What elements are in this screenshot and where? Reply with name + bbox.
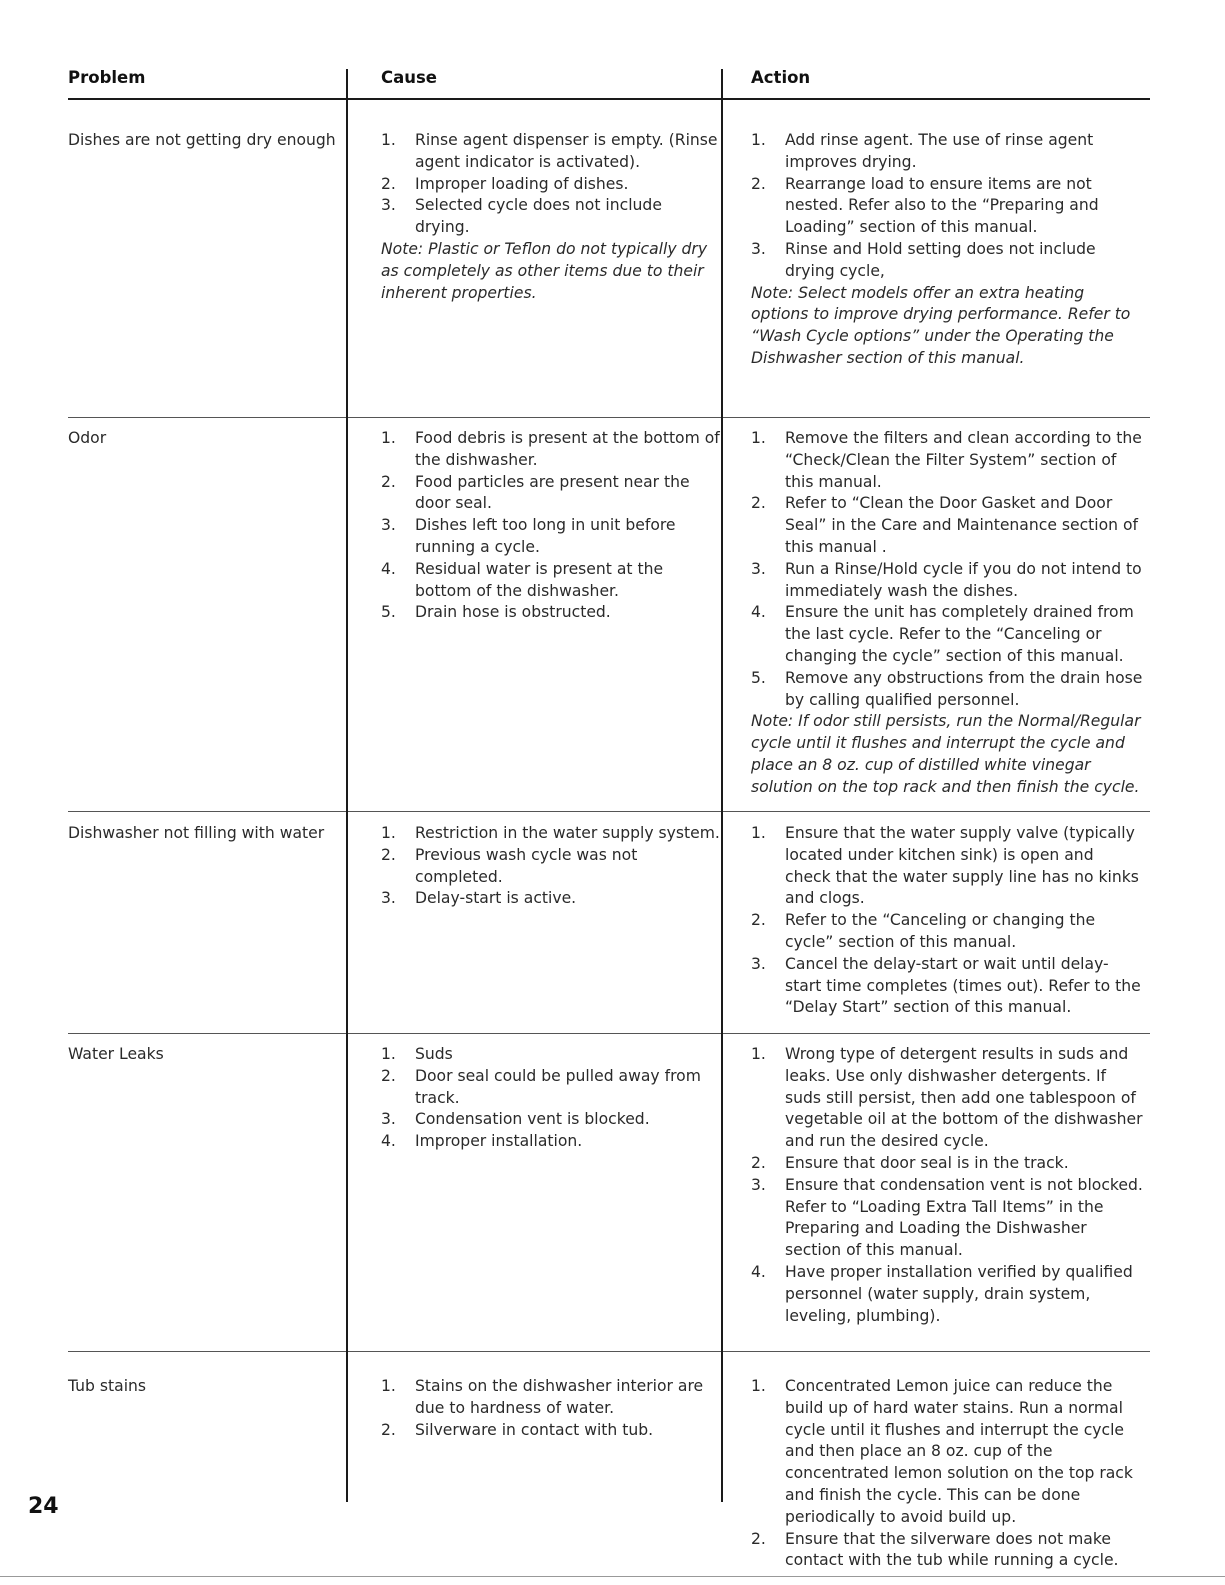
- list-item: 5. Remove any obstructions from the drain hose by calling qualified personnel.: [751, 668, 1143, 709]
- list-item: 4. Improper installation.: [381, 1132, 583, 1151]
- list-item: 4. Have proper installation verified by qualified personnel (water supply, drain system, leveling, plumbing).: [751, 1262, 1133, 1325]
- list-item: 1. Food debris is present at the bottom of the dishwasher.: [381, 429, 720, 469]
- list-item: 4. Ensure the unit has completely drained from the last cycle. Refer to the “Canceling or changing the cycle” section of this manual.: [751, 603, 1134, 665]
- list-item: 1. Remove the filters and clean according to the “Check/Clean the Filter System” section of this manual.: [751, 429, 1142, 491]
- problem-cell: Dishwasher not filling with water: [68, 824, 325, 842]
- column-divider: [346, 69, 348, 1502]
- list-item: 3. Rinse and Hold setting does not include drying cycle,: [751, 239, 1096, 280]
- action-cell: [751, 130, 1143, 370]
- list-item: 3. Delay-start is active.: [381, 889, 577, 908]
- list-item: 1. Wrong type of detergent results in suds and leaks. Use only dishwasher detergents. If suds still persist, then add one tablespoon of vegetable oil at the bottom of the dishwasher and run the desired cycle.: [751, 1045, 1143, 1151]
- list-item: 2. Ensure that the silverware does not make contact with the tub while running a cycle.: [751, 1529, 1119, 1570]
- table-row-odor: [68, 418, 1150, 812]
- problem-cell: Dishes are not getting dry enough: [68, 131, 336, 149]
- list-item: 4. Residual water is present at the bottom of the dishwasher.: [381, 559, 664, 600]
- column-divider: [721, 69, 723, 1502]
- header-problem: Problem: [68, 68, 146, 87]
- list-item: 1. Concentrated Lemon juice can reduce the build up of hard water stains. Run a normal cycle until it flushes and interrupt the cycle and then place an 8 oz. cup of the concentrated lemon solution on the top rack and finish the cycle. This can be done periodically to avoid build up.: [751, 1377, 1133, 1526]
- problem-cell: Tub stains: [68, 1377, 147, 1395]
- cause-cell: [381, 130, 721, 304]
- list-item: 3. Ensure that condensation vent is not blocked. Refer to “Loading Extra Tall Items” in the Preparing and Loading the Dishwasher section of this manual.: [751, 1175, 1143, 1260]
- list-item: 2. Refer to “Clean the Door Gasket and Door Seal” in the Care and Maintenance section of this manual .: [751, 494, 1139, 556]
- list-item: 3. Selected cycle does not include drying.: [381, 196, 662, 237]
- list-item: 1. Ensure that the water supply valve (typically located under kitchen sink) is open and check that the water supply line has no kinks and clogs.: [751, 824, 1139, 908]
- list-item: 2. Refer to the “Canceling or changing the cycle” section of this manual.: [751, 911, 1096, 951]
- page-bottom-rule: [0, 1576, 1225, 1577]
- list-item: 2. Silverware in contact with tub.: [381, 1420, 654, 1439]
- cause-note: Note: Plastic or Teflon do not typically dry as completely as other items due to their inherent properties.: [381, 239, 708, 302]
- list-item: 3. Dishes left too long in unit before running a cycle.: [381, 516, 676, 556]
- action-note: Note: Select models offer an extra heating options to improve drying performance. Refer to “Wash Cycle options” under the Operating the Dishwasher section of this manual.: [751, 283, 1131, 367]
- action-cell: [751, 823, 1143, 1019]
- list-item: 2. Previous wash cycle was not completed.: [381, 845, 638, 886]
- list-item: 1. Add rinse agent. The use of rinse agent improves drying.: [751, 131, 1094, 171]
- troubleshooting-table: [68, 62, 1150, 1570]
- header-cause: Cause: [381, 68, 438, 87]
- table-header: [68, 62, 1150, 100]
- action-cell: [751, 1376, 1143, 1572]
- table-row-leaks: [68, 1034, 1150, 1352]
- table-row-stains: [68, 1352, 1150, 1570]
- list-item: 3. Run a Rinse/Hold cycle if you do not intend to immediately wash the dishes.: [751, 559, 1142, 600]
- action-cell: [751, 1044, 1143, 1327]
- action-note: Note: If odor still persists, run the Normal/Regular cycle until it flushes and interrupt the cycle and place an 8 oz. cup of distilled white vinegar solution on the top rack and then finish the cycle.: [751, 712, 1141, 796]
- list-item: 2. Door seal could be pulled away from track.: [381, 1066, 701, 1107]
- list-item: 1. Suds: [381, 1045, 453, 1063]
- table-row-dry: [68, 100, 1150, 418]
- cause-cell: [381, 1376, 721, 1441]
- cause-cell: [381, 428, 721, 624]
- list-item: 1. Stains on the dishwasher interior are due to hardness of water.: [381, 1377, 704, 1417]
- page-number: 24: [28, 1494, 59, 1519]
- action-cell: [751, 428, 1143, 799]
- list-item: 3. Cancel the delay-start or wait until delay-start time completes (times out). Refer to the “Delay Start” section of this manual.: [751, 954, 1141, 1017]
- cause-cell: [381, 1044, 721, 1153]
- table-body: [68, 100, 1150, 1570]
- list-item: 1. Rinse agent dispenser is empty. (Rinse agent indicator is activated).: [381, 131, 718, 171]
- list-item: 2. Improper loading of dishes.: [381, 174, 629, 193]
- list-item: 5. Drain hose is obstructed.: [381, 603, 611, 622]
- cause-cell: [381, 823, 721, 910]
- table-row-filling: [68, 812, 1150, 1034]
- list-item: 2. Food particles are present near the door seal.: [381, 472, 690, 513]
- list-item: 1. Restriction in the water supply system.: [381, 824, 720, 842]
- list-item: 3. Condensation vent is blocked.: [381, 1110, 650, 1129]
- problem-cell: Odor: [68, 429, 107, 447]
- list-item: 2. Ensure that door seal is in the track.: [751, 1153, 1069, 1172]
- problem-cell: Water Leaks: [68, 1045, 164, 1063]
- header-action: Action: [751, 68, 811, 87]
- list-item: 2. Rearrange load to ensure items are not nested. Refer also to the “Preparing and Loading” section of this manual.: [751, 174, 1099, 237]
